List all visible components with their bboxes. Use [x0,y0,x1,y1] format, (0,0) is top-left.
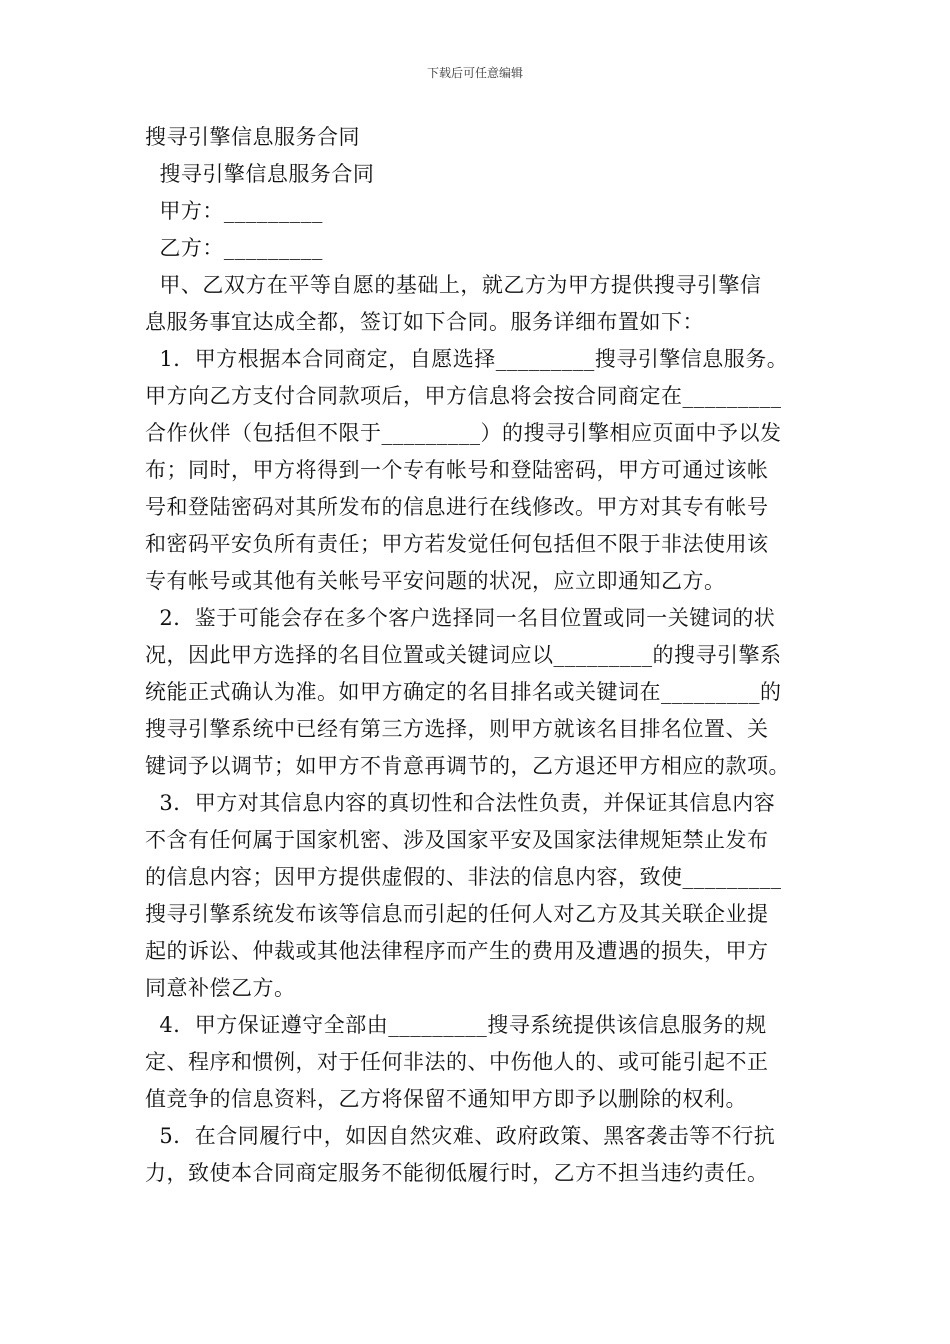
clause-1-line: 合作伙伴（包括但不限于_________）的搜寻引擎相应页面中予以发 [145,421,782,445]
page-header-note: 下载后可任意编辑 [426,66,523,80]
body-line: 息服务事宜达成全都，签订如下合同。服务详细布置如下： [145,310,704,334]
clause-4-line: 定、程序和惯例，对于任何非法的、中伤他人的、或可能引起不正 [145,1050,769,1074]
clause-2-line: 搜寻引擎系统中已经有第三方选择，则甲方就该名目排名位置、关 [145,717,769,741]
party-b-line: 乙方：_________ [145,236,323,260]
clause-4-line: 4．甲方保证遵守全部由_________搜寻系统提供该信息服务的规 [145,1013,767,1037]
clause-3-line: 不含有任何属于国家机密、涉及国家平安及国家法律规矩禁止发布 [145,828,769,852]
clause-3-line: 搜寻引擎系统发布该等信息而引起的任何人对乙方及其关联企业提 [145,902,769,926]
doc-subtitle: 搜寻引擎信息服务合同 [145,162,375,186]
clause-4-line: 值竞争的信息资料，乙方将保留不通知甲方即予以删除的权利。 [145,1087,747,1111]
clause-5-line: 力，致使本合同商定服务不能彻低履行时，乙方不担当违约责任。 [145,1161,769,1185]
clause-1-line: 甲方向乙方支付合同款项后，甲方信息将会按合同商定在_________ [145,384,782,408]
clause-2-line: 2．鉴于可能会存在多个客户选择同一名目位置或同一关键词的状 [145,606,776,630]
clause-2-line: 键词予以调节；如甲方不肯意再调节的，乙方退还甲方相应的款项。 [145,754,790,778]
clause-3-line: 起的诉讼、仲裁或其他法律程序而产生的费用及遭遇的损失，甲方 [145,939,769,963]
clause-1-line: 1．甲方根据本合同商定，自愿选择_________搜寻引擎信息服务。 [145,347,789,371]
clause-3-line: 的信息内容；因甲方提供虚假的、非法的信息内容，致使_________ [145,865,782,889]
clause-1-line: 号和登陆密码对其所发布的信息进行在线修改。甲方对其专有帐号 [145,495,769,519]
clause-3-line: 3．甲方对其信息内容的真切性和合法性负责，并保证其信息内容 [145,791,776,815]
clause-2-line: 统能正式确认为准。如甲方确定的名目排名或关键词在_________的 [145,680,782,704]
clause-1-line: 和密码平安负所有责任；甲方若发觉任何包括但不限于非法使用该 [145,532,769,556]
body-line: 甲、乙双方在平等自愿的基础上，就乙方为甲方提供搜寻引擎信 [145,273,762,297]
party-a-line: 甲方：_________ [145,199,323,223]
clause-2-line: 况，因此甲方选择的名目位置或关键词应以_________的搜寻引擎系 [145,643,782,667]
clause-1-line: 布；同时，甲方将得到一个专有帐号和登陆密码，甲方可通过该帐 [145,458,769,482]
clause-1-line: 专有帐号或其他有关帐号平安问题的状况，应立即通知乙方。 [145,569,726,593]
clause-3-line: 同意补偿乙方。 [145,976,296,1000]
clause-5-line: 5．在合同履行中，如因自然灾难、政府政策、黑客袭击等不行抗 [145,1124,776,1148]
doc-title: 搜寻引擎信息服务合同 [145,125,360,149]
